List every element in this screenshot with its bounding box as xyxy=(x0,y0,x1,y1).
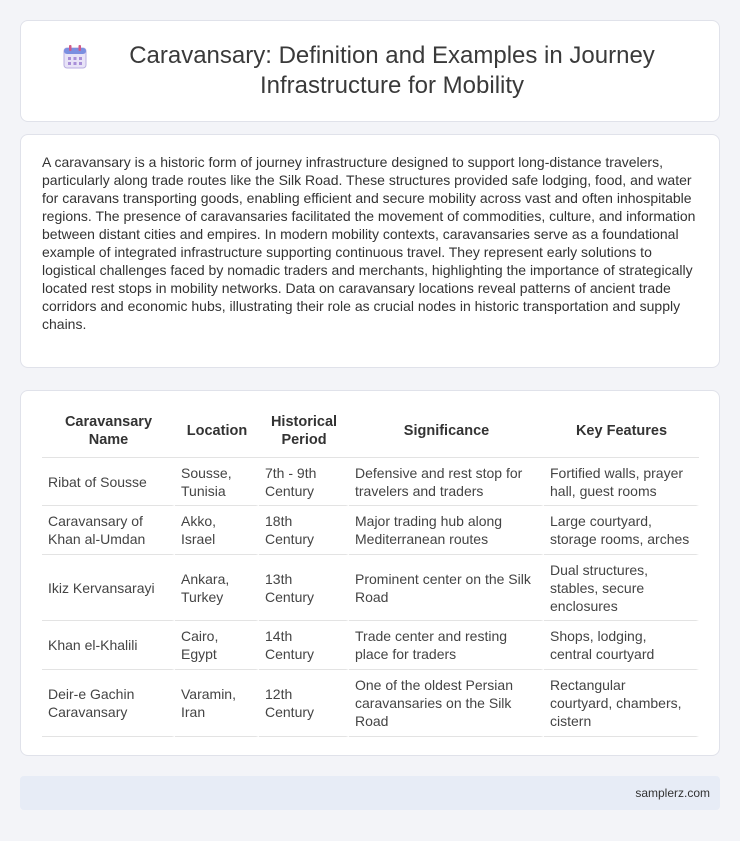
column-header: Historical Period xyxy=(259,405,349,458)
table-cell: 13th Century xyxy=(259,555,349,621)
table-cell: Shops, lodging, central courtyard xyxy=(544,621,699,670)
table-cell: Ikiz Kervansarayi xyxy=(42,555,175,621)
column-header: Caravansary Name xyxy=(42,405,175,458)
table-cell: 18th Century xyxy=(259,506,349,555)
table-cell: Defensive and rest stop for travelers and traders xyxy=(349,458,544,506)
table-cell: Deir-e Gachin Caravansary xyxy=(42,670,175,737)
table-cell: Prominent center on the Silk Road xyxy=(349,555,544,621)
table-cell: Ankara, Turkey xyxy=(175,555,259,621)
table-cell: 14th Century xyxy=(259,621,349,670)
table-card xyxy=(20,390,720,756)
table-row xyxy=(42,458,699,506)
page-title: Caravansary: Definition and Examples in Journey Infrastructure for Mobility xyxy=(129,42,655,99)
caravansary-table xyxy=(42,405,699,737)
table-cell: Dual structures, stables, secure enclosures xyxy=(544,555,699,621)
column-header: Significance xyxy=(349,405,544,458)
table-cell: Cairo, Egypt xyxy=(175,621,259,670)
calendar-icon xyxy=(61,43,89,71)
table-row xyxy=(42,506,699,555)
table-header-row xyxy=(42,405,699,458)
table-cell: Varamin, Iran xyxy=(175,670,259,737)
table-cell: Khan el-Khalili xyxy=(42,621,175,670)
intro-card xyxy=(20,134,720,368)
table-cell: Akko, Israel xyxy=(175,506,259,555)
table-row xyxy=(42,670,699,737)
footer xyxy=(20,776,720,810)
table-cell: Ribat of Sousse xyxy=(42,458,175,506)
footer-site-link[interactable]: samplerz.com xyxy=(635,786,710,800)
intro-paragraph: A caravansary is a historic form of journey infrastructure designed to support long-distance travelers, particularly along trade routes like the Silk Road. These structures provided safe lodging, food, and water for caravans transporting goods, enabling efficient and secure mobility across vast and often inhospitable regions. The presence of caravansaries facilitated the movement of commodities, culture, and information between distant cities and empires. In modern mobility contexts, caravansaries serve as a foundational example of integrated infrastructure supporting continuous travel. They represent early solutions to logistical challenges faced by nomadic traders and merchants, highlighting the importance of strategically located rest stops in mobility networks. Data on caravansary locations reveal patterns of ancient trade corridors and economic hubs, illustrating their role as crucial nodes in historic transportation and supply chains. xyxy=(42,154,696,332)
table-cell: Rectangular courtyard, chambers, cistern xyxy=(544,670,699,737)
title-card xyxy=(20,20,720,122)
table-row xyxy=(42,621,699,670)
table-cell: Major trading hub along Mediterranean routes xyxy=(349,506,544,555)
table-cell: Trade center and resting place for traders xyxy=(349,621,544,670)
column-header: Location xyxy=(175,405,259,458)
table-cell: 7th - 9th Century xyxy=(259,458,349,506)
table-cell: Fortified walls, prayer hall, guest rooms xyxy=(544,458,699,506)
table-row xyxy=(42,555,699,621)
table-cell: One of the oldest Persian caravansaries on the Silk Road xyxy=(349,670,544,737)
table-cell: Caravansary of Khan al-Umdan xyxy=(42,506,175,555)
table-cell: 12th Century xyxy=(259,670,349,737)
table-cell: Large courtyard, storage rooms, arches xyxy=(544,506,699,555)
table-cell: Sousse, Tunisia xyxy=(175,458,259,506)
column-header: Key Features xyxy=(544,405,699,458)
